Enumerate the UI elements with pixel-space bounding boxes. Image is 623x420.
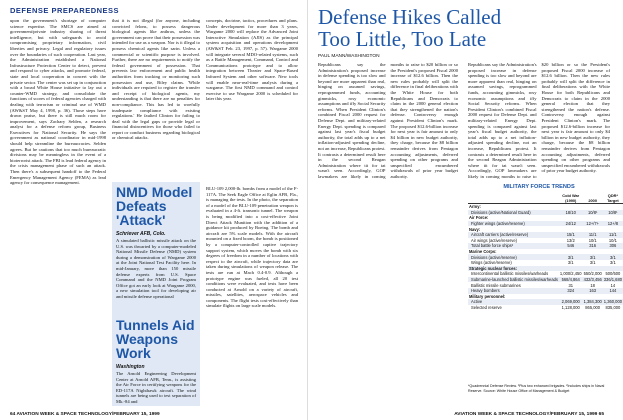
row-value: 12+/8	[603, 221, 623, 227]
row-value: 1,000/2,450	[559, 271, 582, 277]
row-value: 10/1	[608, 237, 617, 243]
sidebar-body: A simulated ballistic missile attack on the U.S. was thwarted by a computer-modeled National Missile Defense (NMD) system during a demonstration of Wargame 2000 at the Joint National Test Facility here. In mid-January, more than 150 missile defense experts from U.S. Space Command and the NMD Joint Program Office got an early look at Wargame 2000, a new simulation tool for developing air and missile defense operational	[116, 238, 196, 299]
article-column-1	[10, 18, 106, 406]
row-label: Intercontinental ballistic missiles/warheads	[471, 271, 549, 277]
row-label: Wings (active/reserve)	[471, 260, 512, 266]
row-value: 3/1	[603, 254, 623, 260]
page-footer: 64 AVIATION WEEK & SPACE TECHNOLOGY/FEBRUARY 15, 1999	[10, 412, 160, 417]
row-value: 10/8¹	[583, 210, 603, 216]
row-value: 18/10	[559, 210, 583, 216]
row-value: 14	[610, 282, 616, 288]
row-value: 835,000	[605, 304, 621, 310]
row-value: 2,069,000	[559, 299, 583, 305]
row-value: 3/1	[610, 260, 616, 266]
row-label: Submarine-launched ballistic missiles/warheads	[468, 277, 559, 283]
sidebar-body: The Arnold Engineering Development Center at Arnold AFB, Tenn., is assisting the Air Force in certifying weapons for the ED-117A Nighthawk aircraft. The wind tunnels are being used to test separation of Mk.-84 and	[116, 371, 196, 404]
row-value: 3/1	[567, 260, 574, 266]
sidebar-dateline: Washington	[116, 364, 145, 370]
row-label: Divisions (active/National Guard)	[468, 210, 559, 216]
row-value: 24/12	[559, 221, 583, 227]
row-value: 550/2,000	[583, 271, 602, 277]
article-body	[318, 62, 458, 406]
table-row	[468, 277, 623, 283]
row-label: Ballistic missile submarines	[471, 282, 521, 288]
row-value: 163	[583, 288, 603, 294]
column-text: upon the government's shortage of computer science expertise. The SMCS are aimed at government/private industry sharing of threat intelligence, but with safeguards to avoid compromising proprietary information, civil liberties and privacy. Legal and regulatory issues over the boundaries of such cooperation. Last year, the Administration established a National Infrastructure Protection Center to detect, prevent and respond to cyber attacks, and promote federal, state and local cooperation in concert with the private sector. The center was set up in conjunction with a broad White House initiative to lay out a counter-WMD strategy, and consolidate the functions of scores of federal agencies charged with dealing with terrorism or criminal use of WMD (AW&ST May 4, 1998, p. 36). Those steps have drawn praise, but there is still much room for improvement, says Zachary Selden, a research analyst for a defense reform group, Business Executives for National Security. He says the government as national coordinator in mid-1998 should help streamline the bureaucracies. Selden agrees. But he cautions that too much bureaucratic divisions may be meaningless in the event of a bioterrorist attack. The FBI is lead federal agency in the crisis management phase of such an attack. Then there's a subsequent handoff to the Federal Emergency Management Agency (FEMA) as lead agency for consequence management.	[10, 18, 106, 186]
row-value: 432/3,456	[583, 277, 602, 283]
article-column-2	[112, 18, 200, 178]
table-row	[468, 271, 623, 277]
row-label: Strategic nuclear forces:	[468, 266, 559, 272]
row-value: 3/1	[583, 254, 603, 260]
article-body-right	[468, 62, 610, 180]
row-value: 10/1	[588, 237, 597, 243]
row-value: 3/1	[559, 254, 583, 260]
row-value: 13/2	[566, 237, 575, 243]
sidebar-title: Tunnels Aid Weapons Work	[116, 317, 195, 361]
sidebar-box	[112, 182, 200, 406]
row-label: Aircraft carriers (active/reserve)	[468, 232, 559, 238]
row-value: 144	[603, 288, 623, 294]
row-value: 324	[559, 288, 583, 294]
right-page	[307, 0, 622, 420]
row-value: 500/500	[605, 271, 621, 277]
row-value: 1,128,000	[561, 304, 580, 310]
row-value: 11/1	[603, 232, 623, 238]
row-label: Fighter wings (active/reserve)	[468, 221, 559, 227]
byline: PAUL MANN/WASHINGTON	[318, 54, 380, 59]
sidebar-dateline: Schriever AFB, Colo.	[116, 231, 166, 237]
article-column-4	[206, 186, 298, 406]
row-label: Active	[468, 299, 559, 305]
row-value: 336/1,680	[603, 277, 622, 283]
article-column-3	[206, 18, 298, 183]
column-text: Republicans say the Administration's proposed increase in defense spending is too slow and beyond are more apparent than real, hinging on assumed savings, reprogrammed funds, accounting gimmicks, rosy economic assumptions and iffy Social Security reforms. When President Clinton's combined Fiscal 2000 request for Defense Dept. and military-related Energy Dept. spending is compared against last year's fiscal budget authority, the total adds up to a net inflation-adjusted spending decline, not an increase, Republicans protest. It contrasts a determined result here in the second Reagan Administration where tit for tat wasn't seen. Accordingly, GOP lawmakers are likely in coming months to raise to $20 billion or so the President's proposed Fiscal 2000 increase of $12.6 billion. Then the new rules probably will split the difference in final deliberations with the White House for both Republicans and Democrats to claim in the 2000 general election that they strengthened the nation's defense. Controversy enough against President Clinton's mark. The proposed $12.6-billion increase for next year is fair amount to only $4 billion in new budget authority, they charge, because the $8 billion remainder derives from Pentagon accounting adjustments, deferred spending on other programs and unspecified encumbered withdrawals of prior year budget authority.	[318, 62, 458, 179]
row-label: Heavy bombers	[468, 288, 559, 294]
page-footer: AVIATION WEEK & SPACE TECHNOLOGY/FEBRUARY 15, 1999 65	[454, 412, 604, 417]
section-tag: DEFENSE PREPAREDNESS	[10, 6, 120, 15]
row-value: 18	[590, 282, 595, 288]
column-text: Republicans say the Administration's proposed increase in defense spending is too slow and beyond are more apparent than real, hinging on assumed savings, reprogrammed funds, accounting gimmicks, rosy economic assumptions and iffy Social Security reforms. When President Clinton's combined Fiscal 2000 request for Defense Dept. and military-related Energy Dept. spending is compared against last year's fiscal budget authority, the total adds up to a net inflation-adjusted spending decline, not an increase, Republicans protest. It contrasts a determined result here in the second Reagan Administration where tit for tat wasn't seen. Accordingly, GOP lawmakers are likely in coming months to raise to $20 billion or so the President's proposed Fiscal 2000 increase of $12.6 billion. Then the new rules probably will split the difference in final deliberations with the White House for both Republicans and Democrats to claim in the 2000 general election that they strengthened the nation's defense. Controversy enough against President Clinton's mark. The proposed $12.6-billion increase for next year is fair amount to only $4 billion in new budget authority, they charge, because the $8 billion remainder derives from Pentagon accounting adjustments, deferred spending on other programs and unspecified encumbered withdrawals of prior year budget authority.	[468, 62, 610, 179]
row-value: 306	[603, 243, 623, 249]
table-row	[468, 305, 623, 311]
row-label: Navy:	[469, 226, 481, 232]
row-value: 15/1	[559, 232, 583, 238]
column-text: BLU-109 2,000-lb. bombs from a model of the F-117A. The Seek Eagle Office at Eglin AFB, Fla., is managing the tests. In the photo, the separation of a model of the BLU-109 penetration weapon is evaluated in a 4-ft. transonic tunnel. The weapon is being modified into a cost-effective Joint Direct Attack Munition with the addition of a guidance kit produced by Boeing. The bomb and aircraft are 5% scale models. With the aircraft mounted on a fixed boom, the bomb is positioned by a computer-controlled captive trajectory support system, which moves the bomb with six degrees of freedom in a number of locations with respect to the aircraft, while trajectory data are taken during simulations of weapon release. The tests are run at Mach 0.4-0.9. Although a prototype engine was fueled, all 20 test conditions were evaluated, and tests have been conducted at Arnold on a variety of aircraft, missiles, satellites, aerospace vehicles and components. The flight tests cost-effectively than simulate flights on large scale models.	[206, 186, 298, 309]
row-value: 1,360,000	[603, 299, 622, 305]
row-value: 12+/7+	[583, 221, 603, 227]
table-header: 2000	[583, 192, 603, 204]
row-label: Divisions (active/reserve)	[468, 254, 559, 260]
table-header: QDR* Target	[603, 192, 623, 204]
headline: Defense Hikes Called Too Little, Too Late	[318, 5, 502, 51]
sidebar-title: NMD Model Defeats 'Attack'	[116, 184, 193, 228]
row-label: Marine Corps:	[469, 249, 497, 255]
row-label: Selected reserve	[471, 304, 502, 310]
table-header: Cold War (1990)	[559, 192, 583, 204]
row-value: 546	[559, 243, 583, 249]
table-title: MILITARY FORCE TRENDS	[503, 184, 575, 190]
row-label: Air Force:	[469, 215, 489, 221]
column-text: that it is not illegal (for anyone, including convicted felons, to possess dangerous biological agents like anthrax, unless the government can prove that their possession was intended for use as a weapon. Nor is it illegal to possess chemical agents like sarin. Unless a commercial or scientific purpose is involved. Further, there are no requirements to notify the federal government of possession. That prevents law enforcement and public health authorities from tracking or monitoring such possession and use, Biley claims. 'While individuals are required to register the transfer and receipt of biological agents, my understanding is that there are no penalties for non-compliance. This has led to woefully inadequate compliance with existing regulations.' He faulted Clinton for failing to deal with the legal gaps or provide legal or financial disincentives for those who failed to report or conduct business regarding biological or chemical attacks.	[112, 18, 200, 141]
table-header	[468, 192, 559, 204]
row-label: Total battle force ships²	[468, 243, 559, 249]
row-value: 1,384,300	[583, 299, 602, 305]
left-page	[0, 0, 307, 420]
table-header-row	[468, 192, 623, 204]
row-value: 3/1	[589, 260, 596, 266]
row-value: 10/8¹	[603, 210, 623, 216]
column-text: concepts, doctrine, tactics, procedures and plans. Under development for more than 3 years, Wargame 2000 will replace the Advanced Joint Interactive Simulation (AJIS) as the principal system acquisition and operations development (AW&ST Feb. 23, 1997, p. 57). Wargame 2000 will integrate several MDO-related systems, such as a Battle Management, Command, Control and Communications prototype and to allow integration between Theater and Space-Based Infrared System and other software. New tools will enable near-real-time analysis during a wargame. The first NMD command and control exercise to use Wargame 2000 is scheduled for later this year.	[206, 18, 298, 102]
row-value: 865,000	[585, 304, 601, 310]
row-label: Army:	[469, 204, 481, 210]
row-label: Military personnel:	[469, 293, 506, 299]
row-label: Air wings (active/reserve)	[471, 237, 517, 243]
military-force-table	[468, 192, 623, 310]
row-value: 316	[583, 243, 603, 249]
row-value: 11/1	[583, 232, 603, 238]
table-notes: *Quadrennial Defense Review. ¹Plus two enhanced brigades. ²Includes ships in Naval Reserve. Source: White House Office of Management & Budget	[468, 384, 605, 393]
row-value: 568/4,864	[559, 277, 583, 283]
row-value: 31	[568, 282, 574, 288]
